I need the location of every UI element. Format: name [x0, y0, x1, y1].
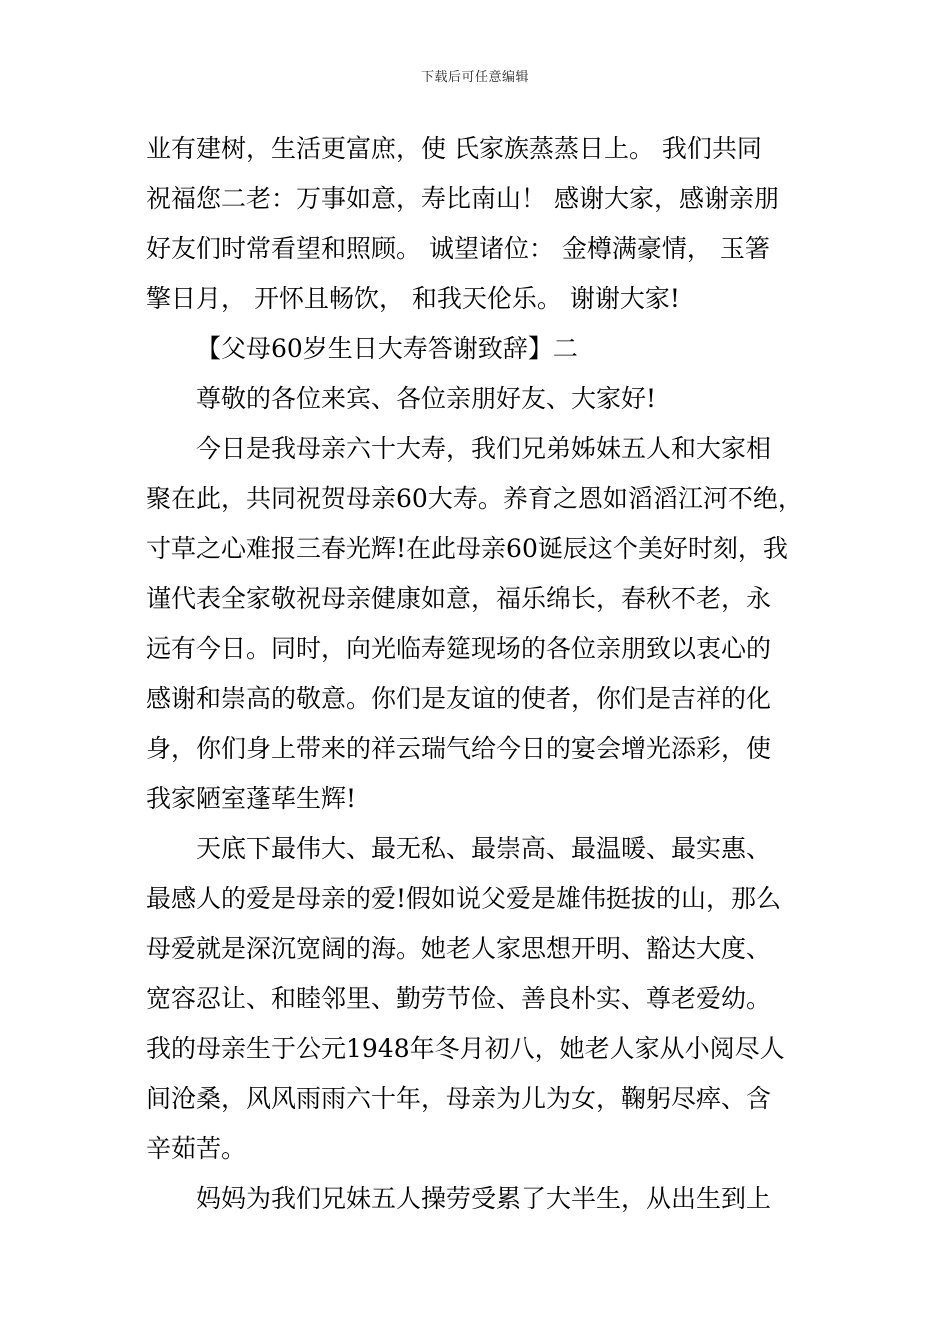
text-line: 感谢和崇高的敬意。你们是友谊的使者，你们是吉祥的化 — [146, 684, 772, 713]
text-line: 寸草之心难报三春光辉!在此母亲60诞辰这个美好时刻，我 — [146, 534, 788, 563]
text-line: 母爱就是深沉宽阔的海。她老人家思想开明、豁达大度、 — [146, 934, 772, 963]
text-line: 宽容忍让、和睦邻里、勤劳节俭、善良朴实、尊老爱幼。 — [146, 984, 772, 1013]
text-line: 好友们时常看望和照顾。 诚望诸位： 金樽满豪情， 玉箸 — [146, 234, 770, 263]
text-line: 今日是我母亲六十大寿，我们兄弟姊妹五人和大家相 — [196, 434, 772, 463]
text-line: 我家陋室蓬荜生辉! — [146, 784, 357, 813]
text-line: 妈妈为我们兄妹五人操劳受累了大半生，从出生到上 — [196, 1184, 772, 1213]
text-line: 聚在此，共同祝贺母亲60大寿。养育之恩如滔滔江河不绝， — [146, 484, 803, 513]
text-line: 最感人的爱是母亲的爱!假如说父爱是雄伟挺拔的山，那么 — [146, 884, 782, 913]
section-heading: 【父母60岁生日大寿答谢致辞】二 — [196, 334, 578, 363]
salutation: 尊敬的各位来宾、各位亲朋好友、大家好! — [196, 384, 657, 413]
text-line: 天底下最伟大、最无私、最崇高、最温暖、最实惠、 — [196, 834, 772, 863]
text-line: 辛茹苦。 — [146, 1134, 247, 1163]
text-line: 身，你们身上带来的祥云瑞气给今日的宴会增光添彩，使 — [146, 734, 772, 763]
text-line: 谨代表全家敬祝母亲健康如意，福乐绵长，春秋不老，永 — [146, 584, 772, 613]
text-line: 我的母亲生于公元1948年冬月初八，她老人家从小阅尽人 — [146, 1034, 785, 1063]
text-line: 擎日月， 开怀且畅饮， 和我天伦乐。 谢谢大家! — [146, 284, 680, 313]
page-header: 下载后可任意编辑 — [420, 70, 529, 85]
text-line: 业有建树，生活更富庶，使 氏家族蒸蒸日上。 我们共同 — [146, 134, 762, 163]
text-line: 祝福您二老：万事如意，寿比南山！ 感谢大家，感谢亲朋 — [146, 184, 779, 213]
text-line: 远有今日。同时，向光临寿筵现场的各位亲朋致以衷心的 — [146, 634, 772, 663]
text-line: 间沧桑，风风雨雨六十年，母亲为儿为女，鞠躬尽瘁、含 — [146, 1084, 772, 1113]
